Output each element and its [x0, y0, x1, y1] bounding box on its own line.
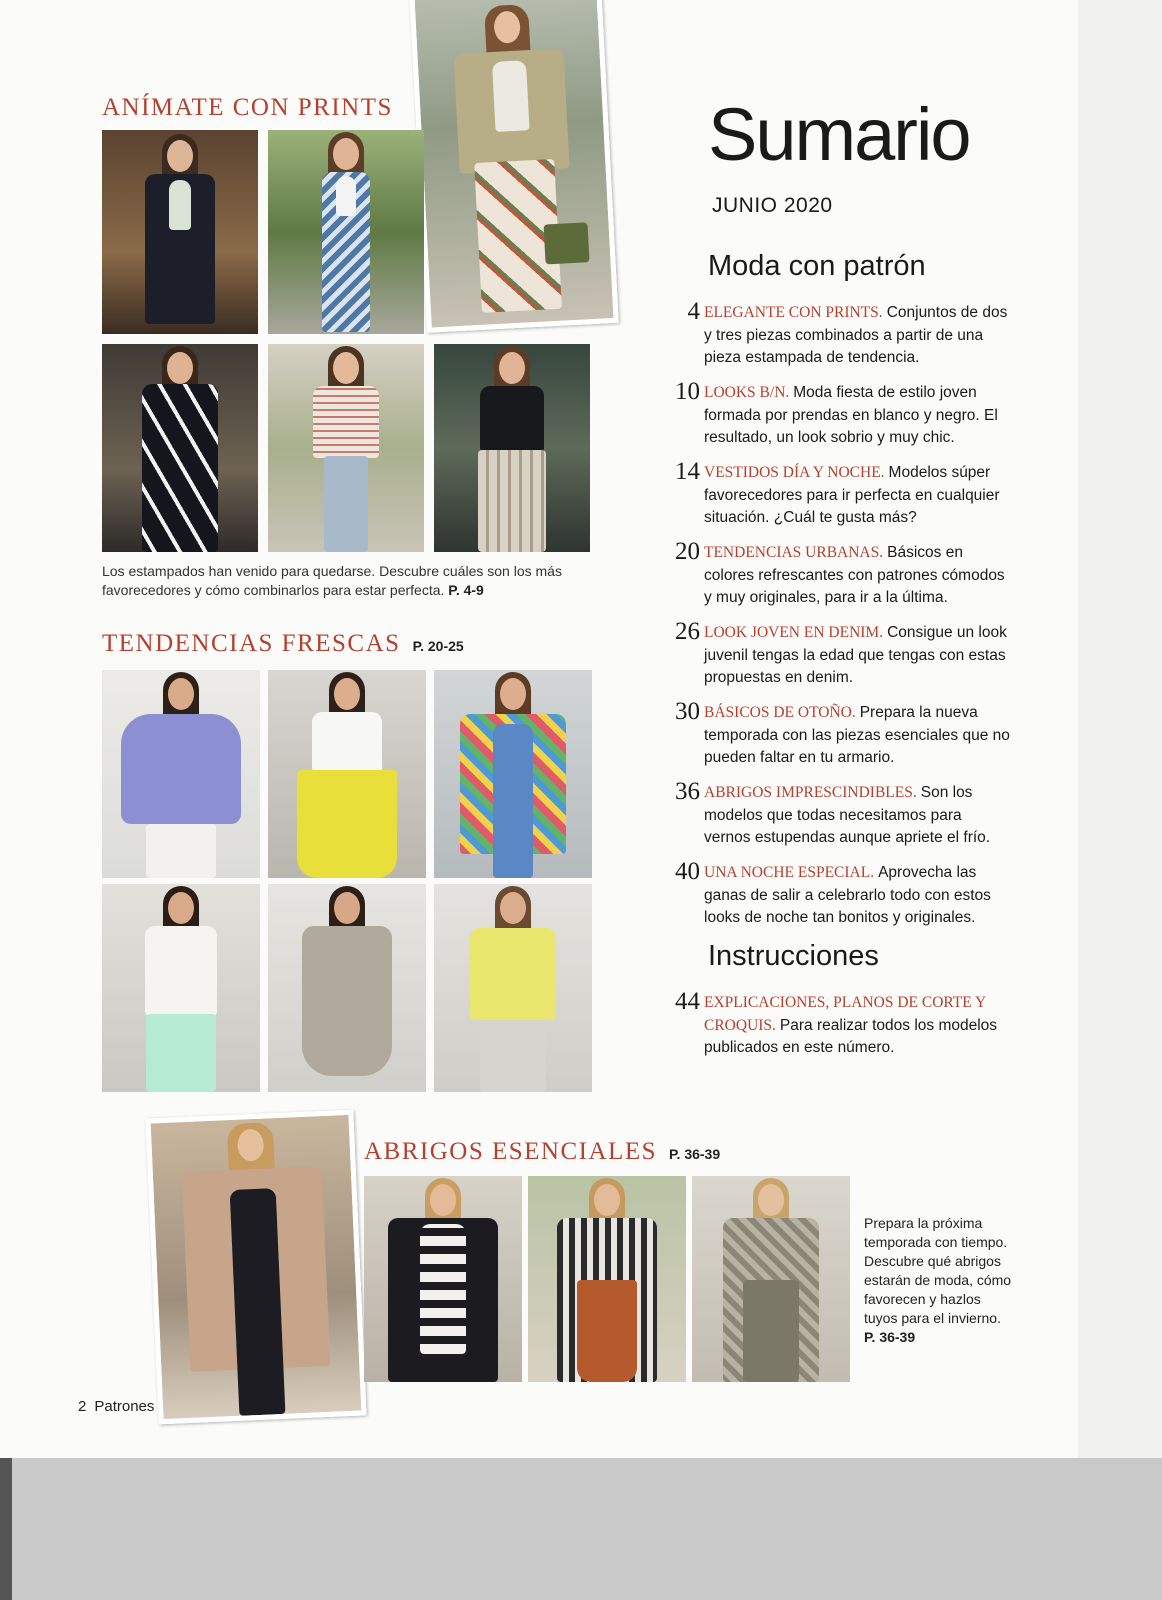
- photo-prints-3: [102, 344, 258, 552]
- photo-prints-2: [268, 130, 424, 334]
- photo-frescas-4: [102, 884, 260, 1092]
- section-title-frescas: TENDENCIAS FRESCAS P. 20-25: [102, 630, 464, 657]
- toc-entry-number: 26: [675, 618, 700, 645]
- toc-entry-description: Moda fiesta de estilo joven formada por prendas en blanco y negro. El resultado, un look sobrio y muy chic.: [704, 384, 998, 446]
- toc-entry: [660, 778, 1010, 850]
- toc-entry-title: LOOKS B/N.: [704, 384, 790, 401]
- photo-abrigos-2: [528, 1176, 686, 1382]
- toc-section-moda: Moda con patrón: [708, 250, 926, 282]
- toc-section-instrucciones: Instrucciones: [708, 940, 879, 972]
- toc-entry-title: BÁSICOS DE OTOÑO.: [704, 704, 856, 721]
- toc-entry-title: UNA NOCHE ESPECIAL.: [704, 864, 875, 881]
- toc-entry: [660, 618, 1010, 690]
- section-pages-frescas: P. 20-25: [412, 638, 464, 654]
- toc-entry: [660, 538, 1010, 610]
- photo-prints-5: [434, 344, 590, 552]
- caption-prints: Los estampados han venido para quedarse. Descubre cuáles son los más favorecedores y cómo combinarlos para estar perfecta. P. 4-9: [102, 563, 562, 598]
- toc-entry-title: TENDENCIAS URBANAS.: [704, 544, 884, 561]
- photo-frescas-5: [268, 884, 426, 1092]
- page-number: 2: [78, 1398, 87, 1415]
- toc-entry-description: Modelos súper favorecedores para ir perfecta en cualquier situación. ¿Cuál te gusta más?: [704, 464, 1000, 526]
- scan-margin-right: [1078, 0, 1162, 1458]
- section-title-abrigos: ABRIGOS ESENCIALES P. 36-39: [364, 1138, 721, 1165]
- toc-entry-title: ELEGANTE CON PRINTS.: [704, 304, 883, 321]
- page-footer: [78, 1398, 154, 1415]
- page-title: Sumario: [708, 93, 970, 176]
- toc-entry-number: 30: [675, 698, 700, 725]
- toc-entry-description: Conjuntos de dos y tres piezas combinados a partir de una pieza estampada de tendencia.: [704, 304, 1008, 366]
- caption-abrigos: Prepara la próxima temporada con tiempo. Descubre qué abrigos estarán de moda, cómo favorecen y hazlos tuyos para el invierno. P. 36-39: [864, 1214, 1014, 1347]
- toc-entry-description: Consigue un look juvenil tengas la edad que tengas con estas propuestas en denim.: [704, 624, 1007, 686]
- photo-abrigos-1: [364, 1176, 522, 1382]
- section-pages-abrigos: P. 36-39: [669, 1146, 721, 1162]
- toc-entry: [660, 458, 1010, 530]
- hero-photo: [409, 0, 619, 333]
- photo-prints-1: [102, 130, 258, 334]
- toc-entry-number: 20: [675, 538, 700, 565]
- toc-entry-title: LOOK JOVEN EN DENIM.: [704, 624, 884, 641]
- caption-abrigos-pages: P. 36-39: [864, 1329, 916, 1345]
- section-title-prints: ANÍMATE CON PRINTS: [102, 94, 393, 121]
- toc-entry-title: VESTIDOS DÍA Y NOCHE.: [704, 464, 885, 481]
- toc-entry: [660, 378, 1010, 450]
- toc-entry-instrucciones: [660, 988, 1010, 1060]
- toc-entry: [660, 858, 1010, 930]
- toc-entry-description: Prepara la nueva temporada con las piezas esenciales que no pueden faltar en tu armario.: [704, 704, 1010, 766]
- toc-entry-title: ABRIGOS IMPRESCINDIBLES.: [704, 784, 917, 801]
- toc-entry-description: Son los modelos que todas necesitamos para vernos estupendas aunque apriete el frío.: [704, 784, 991, 846]
- photo-prints-4: [268, 344, 424, 552]
- toc-entry-number: 14: [675, 458, 700, 485]
- photo-frescas-1: [102, 670, 260, 878]
- scan-margin-bottom: [12, 1458, 1162, 1600]
- toc-entry-number: 36: [675, 778, 700, 805]
- toc-entry-description: Aprovecha las ganas de salir a celebrarlo todo con estos looks de noche tan bonitos y originales.: [704, 864, 991, 926]
- toc-entry-number: 4: [687, 298, 700, 325]
- photo-abrigos-3: [692, 1176, 850, 1382]
- magazine-name: Patrones: [94, 1398, 155, 1415]
- toc-entry-description: Básicos en colores refrescantes con patrones cómodos y muy originales, para ir a la última.: [704, 544, 1005, 606]
- issue-date: JUNIO 2020: [712, 194, 833, 217]
- scan-edge-bar: [0, 1458, 12, 1600]
- toc-entry-number: 44: [675, 988, 700, 1015]
- toc-entry: [660, 698, 1010, 770]
- photo-frescas-6: [434, 884, 592, 1092]
- toc-entry: [660, 298, 1010, 370]
- toc-entry-number: 40: [675, 858, 700, 885]
- photo-frescas-2: [268, 670, 426, 878]
- toc-entry-description: Para realizar todos los modelos publicados en este número.: [704, 1016, 998, 1056]
- coat-hero-photo: [145, 1110, 366, 1425]
- photo-frescas-3: [434, 670, 592, 878]
- toc-entry-title: EXPLICACIONES, PLANOS DE CORTE Y CROQUIS.: [704, 994, 986, 1034]
- toc-entry-number: 10: [675, 378, 700, 405]
